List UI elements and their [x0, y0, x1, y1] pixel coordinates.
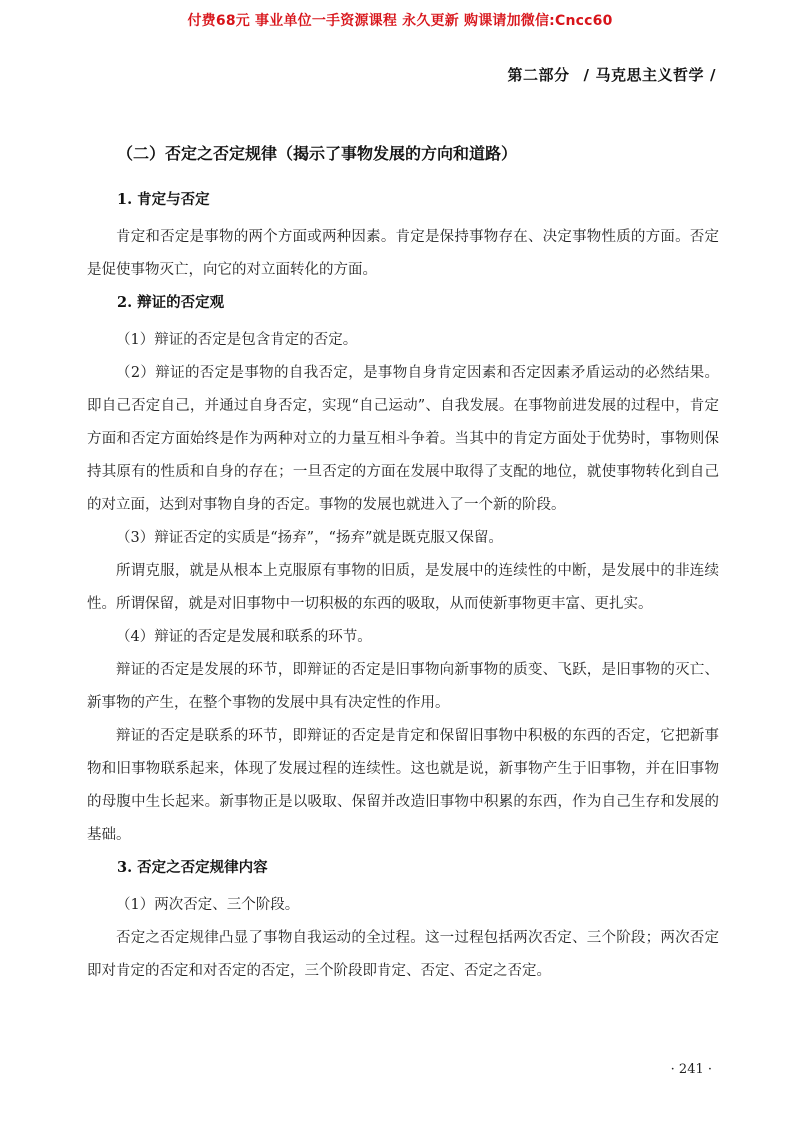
subhead-law-content: 3. 否定之否定规律内容: [117, 859, 268, 876]
paragraph: 所谓克服，就是从根本上克服原有事物的旧质，是发展中的连续性的中断，是发展中的非连续性。所谓保留，就是对旧事物中一切积极的东西的吸取，从而使新事物更丰富、更扎实。: [87, 563, 719, 612]
subhead-affirmation-negation: 1. 肯定与否定: [117, 191, 210, 208]
paragraph: 否定之否定规律凸显了事物自我运动的全过程。这一过程包括两次否定、三个阶段；两次否定即对肯定的否定和对否定的否定，三个阶段即肯定、否定、否定之否定。: [87, 930, 719, 979]
running-head: [508, 64, 717, 85]
running-head-separator-end: /: [710, 66, 716, 84]
section-title: （二）否定之否定规律（揭示了事物发展的方向和道路）: [117, 144, 518, 163]
watermark-banner: 付费68元 事业单位一手资源课程 永久更新 购课请加微信:Cncc60: [187, 13, 613, 29]
paragraph: （2）辩证的否定是事物的自我否定，是事物自身肯定因素和否定因素矛盾运动的必然结果。即自己否定自己，并通过自身否定，实现“自己运动”、自我发展。在事物前进发展的过程中，肯定方面和否定方面始终是作为两种对立的力量互相斗争着。当其中的肯定方面处于优势时，事物则保持其原有的性质和自身的存在；一旦否定的方面在发展中取得了支配的地位，就使事物转化到自己的对立面，达到对事物自身的否定。事物的发展也就进入了一个新的阶段。: [87, 365, 719, 513]
paragraph: （4）辩证的否定是发展和联系的环节。: [116, 629, 372, 645]
running-head-topic: 马克思主义哲学: [595, 66, 705, 84]
paragraph: （1）辩证的否定是包含肯定的否定。: [116, 332, 358, 348]
paragraph: 辩证的否定是联系的环节，即辩证的否定是肯定和保留旧事物中积极的东西的否定，它把新事物和旧事物联系起来，体现了发展过程的连续性。这也就是说，新事物产生于旧事物，并在旧事物的母腹中生长起来。新事物正是以吸取、保留并改造旧事物中积累的东西，作为自己生存和发展的基础。: [87, 728, 719, 843]
page-content: [87, 142, 719, 988]
running-head-part: 第二部分: [507, 66, 570, 84]
subhead-dialectical-negation: 2. 辩证的否定观: [117, 294, 225, 311]
paragraph: 辩证的否定是发展的环节，即辩证的否定是旧事物向新事物的质变、飞跃，是旧事物的灭亡、新事物的产生，在整个事物的发展中具有决定性的作用。: [87, 662, 719, 711]
page-number: · 241 ·: [670, 1062, 712, 1077]
running-head-separator: /: [583, 66, 590, 84]
paragraph: 肯定和否定是事物的两个方面或两种因素。肯定是保持事物存在、决定事物性质的方面。否定是促使事物灭亡，向它的对立面转化的方面。: [87, 229, 719, 278]
paragraph: （1）两次否定、三个阶段。: [116, 897, 300, 913]
paragraph: （3）辩证否定的实质是“扬弃”，“扬弃”就是既克服又保留。: [116, 530, 503, 546]
